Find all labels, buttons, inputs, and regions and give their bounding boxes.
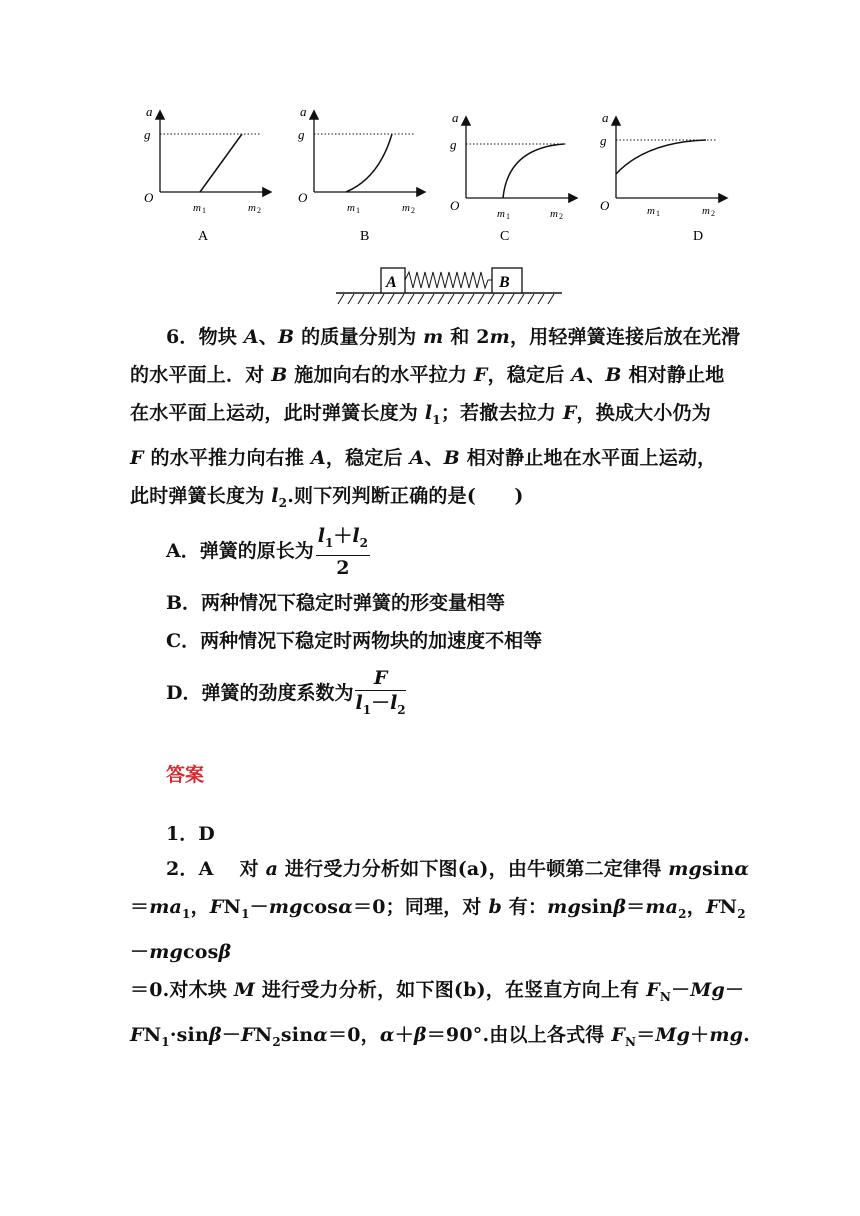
answers-title: 答案 xyxy=(166,764,205,786)
fraction-f-over-l1-minus-l2: $\frac{F}{l_1-l_2}$ xyxy=(355,667,406,717)
svg-text:m: m xyxy=(647,205,655,217)
spring-blocks-figure xyxy=(330,262,570,310)
spring xyxy=(405,272,492,288)
question-6-text: 6．物块 A、B 的质量分别为 m 和 2m，用轻弹簧连接后放在光滑 的水平面上．对 B 施加向右的水平拉力 F，稳定后 A、B 相对静止地 在水平面上运动，此时弹簧长度为 $l_1$；若撤去拉力 F，换成大小仍为 F 的水平推力向右推 A，稳定后 A、B 相对静止地在水平面上运动， 此时弹簧长度为 $l_2$.则下列判断正确的是( ) xyxy=(130,326,741,510)
option-b[interactable]: B．两种情况下稳定时弹簧的形变量相等 xyxy=(166,592,506,614)
block-b-label: B xyxy=(499,274,510,291)
option-c[interactable]: C．两种情况下稳定时两物块的加速度不相等 xyxy=(166,630,543,652)
svg-text:a: a xyxy=(300,104,307,119)
block-a-label: A xyxy=(386,274,397,291)
graph-options-figure xyxy=(130,100,750,250)
svg-text:1: 1 xyxy=(202,206,206,215)
svg-text:O: O xyxy=(600,198,610,213)
graph-c xyxy=(450,110,576,244)
svg-text:1: 1 xyxy=(506,212,510,221)
graph-b-curve xyxy=(346,134,392,192)
graph-a-curve xyxy=(200,134,242,192)
svg-text:a: a xyxy=(146,104,153,119)
svg-text:O: O xyxy=(144,190,154,205)
answer-2-text: 2．A 对 a 进行受力分析如下图(a)，由牛顿第二定律得 mgsinα $=ma_1$，$FN_1-mgcos\alpha=0$；同理，对 b 有：$mgsin\beta=ma_2$，$FN_2-mgcos\beta$ ＝0.对木块 M 进行受力分析，如下图(b)，在竖直方向上有 $F_N-Mg-$ $FN_1\cdot\sin\beta-FN_2\sin\alpha=0$，α＋β＝90°.由以上各式得 $F_N=Mg+mg$. xyxy=(130,858,750,1049)
svg-text:a: a xyxy=(452,110,459,125)
svg-text:m: m xyxy=(497,208,505,220)
svg-text:m: m xyxy=(550,208,558,220)
svg-text:m: m xyxy=(248,202,256,214)
svg-text:1: 1 xyxy=(656,209,660,218)
svg-text:a: a xyxy=(602,110,609,125)
svg-text:g: g xyxy=(144,127,151,142)
svg-text:2: 2 xyxy=(559,212,563,221)
graph-a-label: A xyxy=(198,229,209,244)
graph-b-label: B xyxy=(360,229,370,244)
option-d[interactable]: D．弹簧的劲度系数为 $\frac{F}{l_1-l_2}$ xyxy=(166,666,406,722)
svg-text:m: m xyxy=(193,202,201,214)
svg-text:m: m xyxy=(702,205,710,217)
svg-text:g: g xyxy=(298,127,305,142)
svg-text:2: 2 xyxy=(411,206,415,215)
svg-text:2: 2 xyxy=(257,206,261,215)
svg-text:1: 1 xyxy=(356,206,360,215)
graph-d-label: D xyxy=(693,229,704,244)
svg-text:O: O xyxy=(450,198,460,213)
svg-text:m: m xyxy=(347,202,355,214)
answer-1: 1．D xyxy=(166,823,215,845)
graph-d xyxy=(600,110,726,244)
fraction-l1-plus-l2-over-2: $\frac{l_1+l_2}{2}$ xyxy=(317,525,368,579)
graph-a xyxy=(144,104,270,244)
svg-text:m: m xyxy=(402,202,410,214)
option-a[interactable]: A．弹簧的原长为 $\frac{l_1+l_2}{2}$ xyxy=(166,525,368,579)
graph-b xyxy=(298,104,424,244)
graph-c-label: C xyxy=(500,229,510,244)
graph-d-curve xyxy=(616,140,706,174)
svg-text:O: O xyxy=(298,190,308,205)
svg-text:2: 2 xyxy=(711,209,715,218)
graph-c-curve xyxy=(503,144,564,198)
svg-text:g: g xyxy=(450,137,457,152)
svg-text:g: g xyxy=(600,133,607,148)
